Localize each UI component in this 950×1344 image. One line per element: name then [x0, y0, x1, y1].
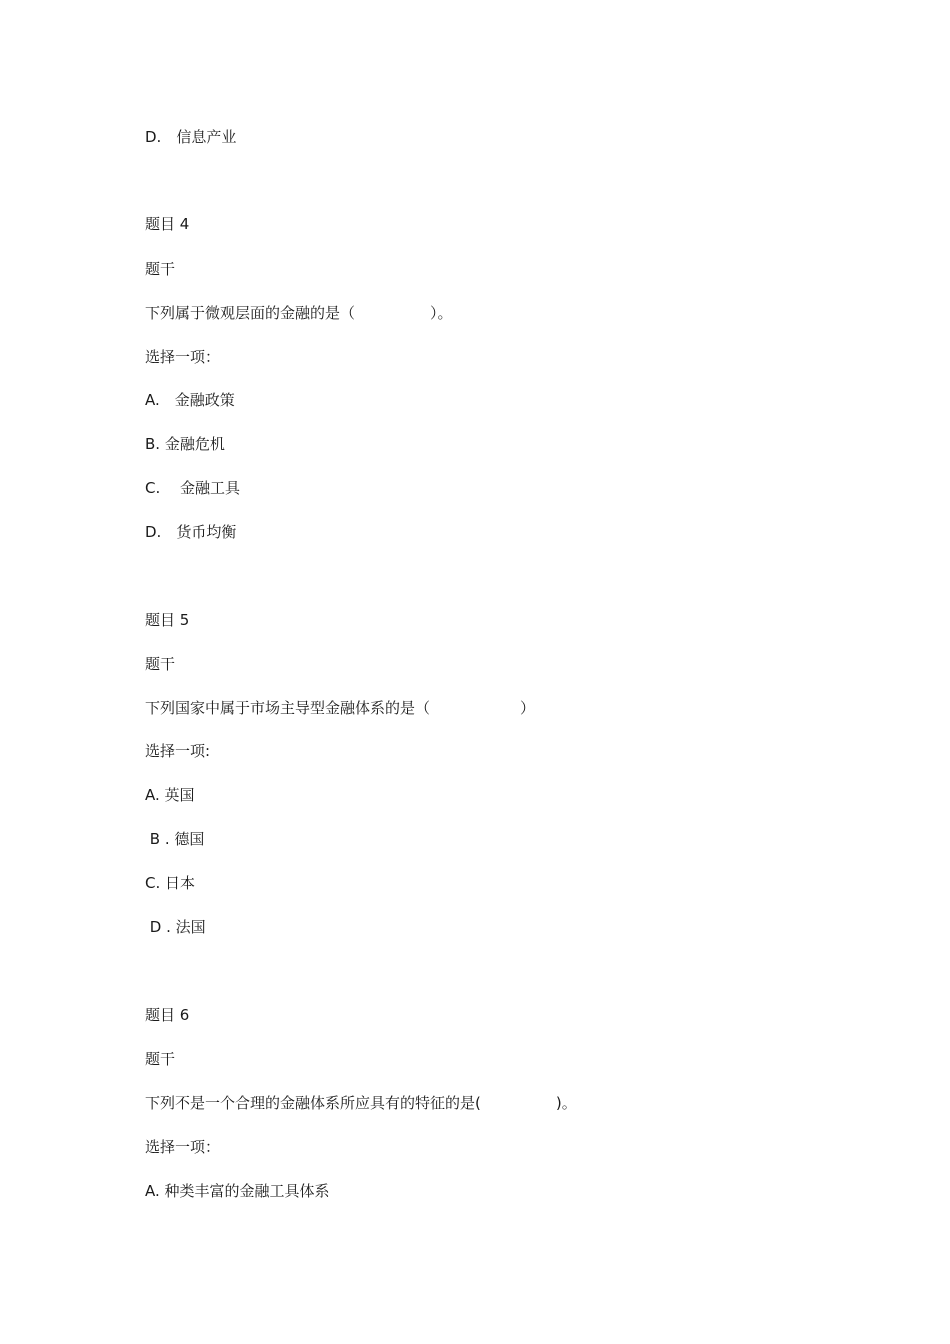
q5-number: 题目 5	[145, 611, 190, 629]
q6-stem-label: 题干	[145, 1050, 176, 1068]
q5-option-c[interactable]: C. 日本	[145, 874, 196, 892]
q4-stem-label: 题干	[145, 260, 176, 278]
q5-option-b[interactable]: B . 德国	[145, 830, 205, 848]
q4-option-b[interactable]: B. 金融危机	[145, 435, 225, 453]
q5-question: 下列国家中属于市场主导型金融体系的是（ ）	[145, 699, 536, 717]
q6-question: 下列不是一个合理的金融体系所应具有的特征的是( )。	[145, 1094, 577, 1112]
q6-option-a[interactable]: A. 种类丰富的金融工具体系	[145, 1182, 330, 1200]
q5-option-d[interactable]: D . 法国	[145, 918, 206, 936]
q4-instruction: 选择一项：	[145, 348, 221, 366]
q5-option-a[interactable]: A. 英国	[145, 786, 195, 804]
q5-stem-label: 题干	[145, 655, 176, 673]
q4-option-d[interactable]: D. 货币均衡	[145, 523, 237, 541]
prev-option-d: D. 信息产业	[145, 128, 237, 146]
q4-question: 下列属于微观层面的金融的是（ ）。	[145, 304, 453, 322]
q5-instruction: 选择一项:	[145, 742, 211, 760]
q4-number: 题目 4	[145, 215, 190, 233]
q4-option-c[interactable]: C. 金融工具	[145, 479, 241, 497]
q6-instruction: 选择一项：	[145, 1138, 221, 1156]
q4-option-a[interactable]: A. 金融政策	[145, 391, 235, 409]
q6-number: 题目 6	[145, 1006, 190, 1024]
